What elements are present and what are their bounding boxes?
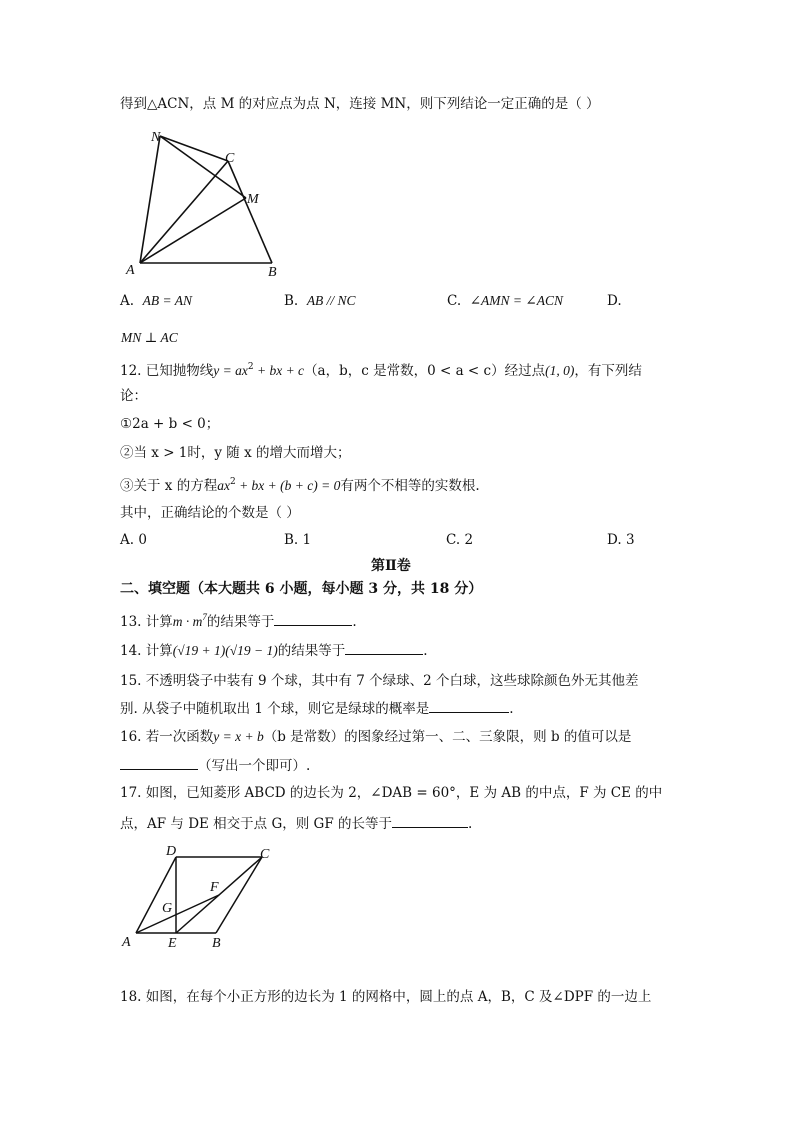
- q11-label-C: C: [225, 151, 235, 166]
- q17-answer-blank: [392, 813, 468, 828]
- q11-label-A: A: [126, 263, 135, 278]
- q17-line2: 点，AF 与 DE 相交于点 G，则 GF 的长等于 .: [120, 813, 472, 833]
- q16-answer-blank: [120, 755, 198, 770]
- q12-option-c: C. 2: [446, 532, 474, 548]
- q18-line1: 18. 如图，在每个小正方形的边长为 1 的网格中，圆上的点 A，B，C 及∠DPF 的一边上: [120, 989, 652, 1005]
- q17-label-A: A: [122, 935, 131, 950]
- q15-answer-blank: [429, 698, 509, 713]
- q17-line1: 17. 如图，已知菱形 ABCD 的边长为 2，∠DAB = 60°，E 为 AB 的中点，F 为 CE 的中: [120, 785, 663, 801]
- q13: 13. 计算$m \cdot m^7$的结果等于 .: [120, 612, 357, 630]
- q12-option-b: B. 1: [284, 532, 312, 548]
- q14: 14. 计算(√19 + 1)(√19 − 1)的结果等于 .: [120, 640, 428, 660]
- q11-seg-NC: [160, 136, 228, 161]
- q11-option-c: C. ∠AMN = ∠ACN: [447, 293, 563, 309]
- q11-figure: [118, 126, 298, 281]
- q17-label-B: B: [212, 936, 221, 951]
- q12-line1: 12. 已知抛物线$y = ax^2$ + bx + c（a，b，c 是常数，0 < a < c）经过点(1, 0)，有下列结: [120, 362, 642, 379]
- q11-seg-NM: [160, 136, 246, 198]
- q11-option-a: A. AB = AN: [120, 293, 192, 309]
- q15-line2: 别. 从袋子中随机取出 1 个球，则它是绿球的概率是 .: [120, 698, 514, 718]
- q17-seg-DA: [136, 857, 176, 933]
- q11-label-N: N: [151, 130, 161, 145]
- q16-line1: 16. 若一次函数y = x + b（b 是常数）的图象经过第一、二、三象限，则 b 的值可以是: [120, 729, 632, 745]
- q11-option-d-text: MN ⊥ AC: [121, 330, 178, 345]
- q12-option-d: D. 3: [607, 532, 635, 548]
- q11-option-d-key: D.: [607, 293, 622, 309]
- q11-seg-AM: [140, 198, 246, 263]
- q17-figure: [118, 840, 288, 952]
- q12-statement-2: ②当 x > 1时，y 随 x 的增大而增大；: [120, 445, 351, 461]
- q12-option-a: A. 0: [120, 532, 147, 548]
- q11-label-B: B: [268, 265, 277, 280]
- q11-option-b: B. AB // NC: [284, 293, 356, 309]
- q17-seg-BC: [216, 857, 262, 933]
- q12-statement-3: ③关于 x 的方程$ax^2$ + bx + (b + c) = 0有两个不相等的实数根.: [120, 477, 480, 494]
- q17-label-D: D: [166, 844, 177, 859]
- q16-line2: （写出一个即可）.: [120, 755, 310, 775]
- q12-statement-1: ①2a + b < 0；: [120, 416, 220, 432]
- q17-label-C: C: [260, 847, 270, 862]
- section-heading: 二、填空题（本大题共 6 小题，每小题 3 分，共 18 分）: [120, 581, 483, 597]
- q17-seg-AF: [136, 895, 219, 933]
- q12-line2: 论：: [120, 388, 147, 404]
- q17-label-G: G: [162, 901, 173, 916]
- q11-label-M: M: [247, 192, 259, 207]
- q17-label-F: F: [210, 880, 219, 895]
- q17-label-E: E: [168, 936, 177, 951]
- q11-intro: 得到△ACN，点 M 的对应点为点 N，连接 MN，则下列结论一定正确的是（ ）: [120, 96, 600, 112]
- section-title: 第Ⅱ卷: [371, 558, 411, 574]
- q14-answer-blank: [345, 640, 423, 655]
- q13-answer-blank: [274, 611, 352, 626]
- q15-line1: 15. 不透明袋子中装有 9 个球，其中有 7 个绿球、2 个白球，这些球除颜色外无其他差: [120, 673, 639, 689]
- q12-ask: 其中，正确结论的个数是（ ）: [120, 505, 300, 521]
- q11-seg-BC: [228, 161, 272, 263]
